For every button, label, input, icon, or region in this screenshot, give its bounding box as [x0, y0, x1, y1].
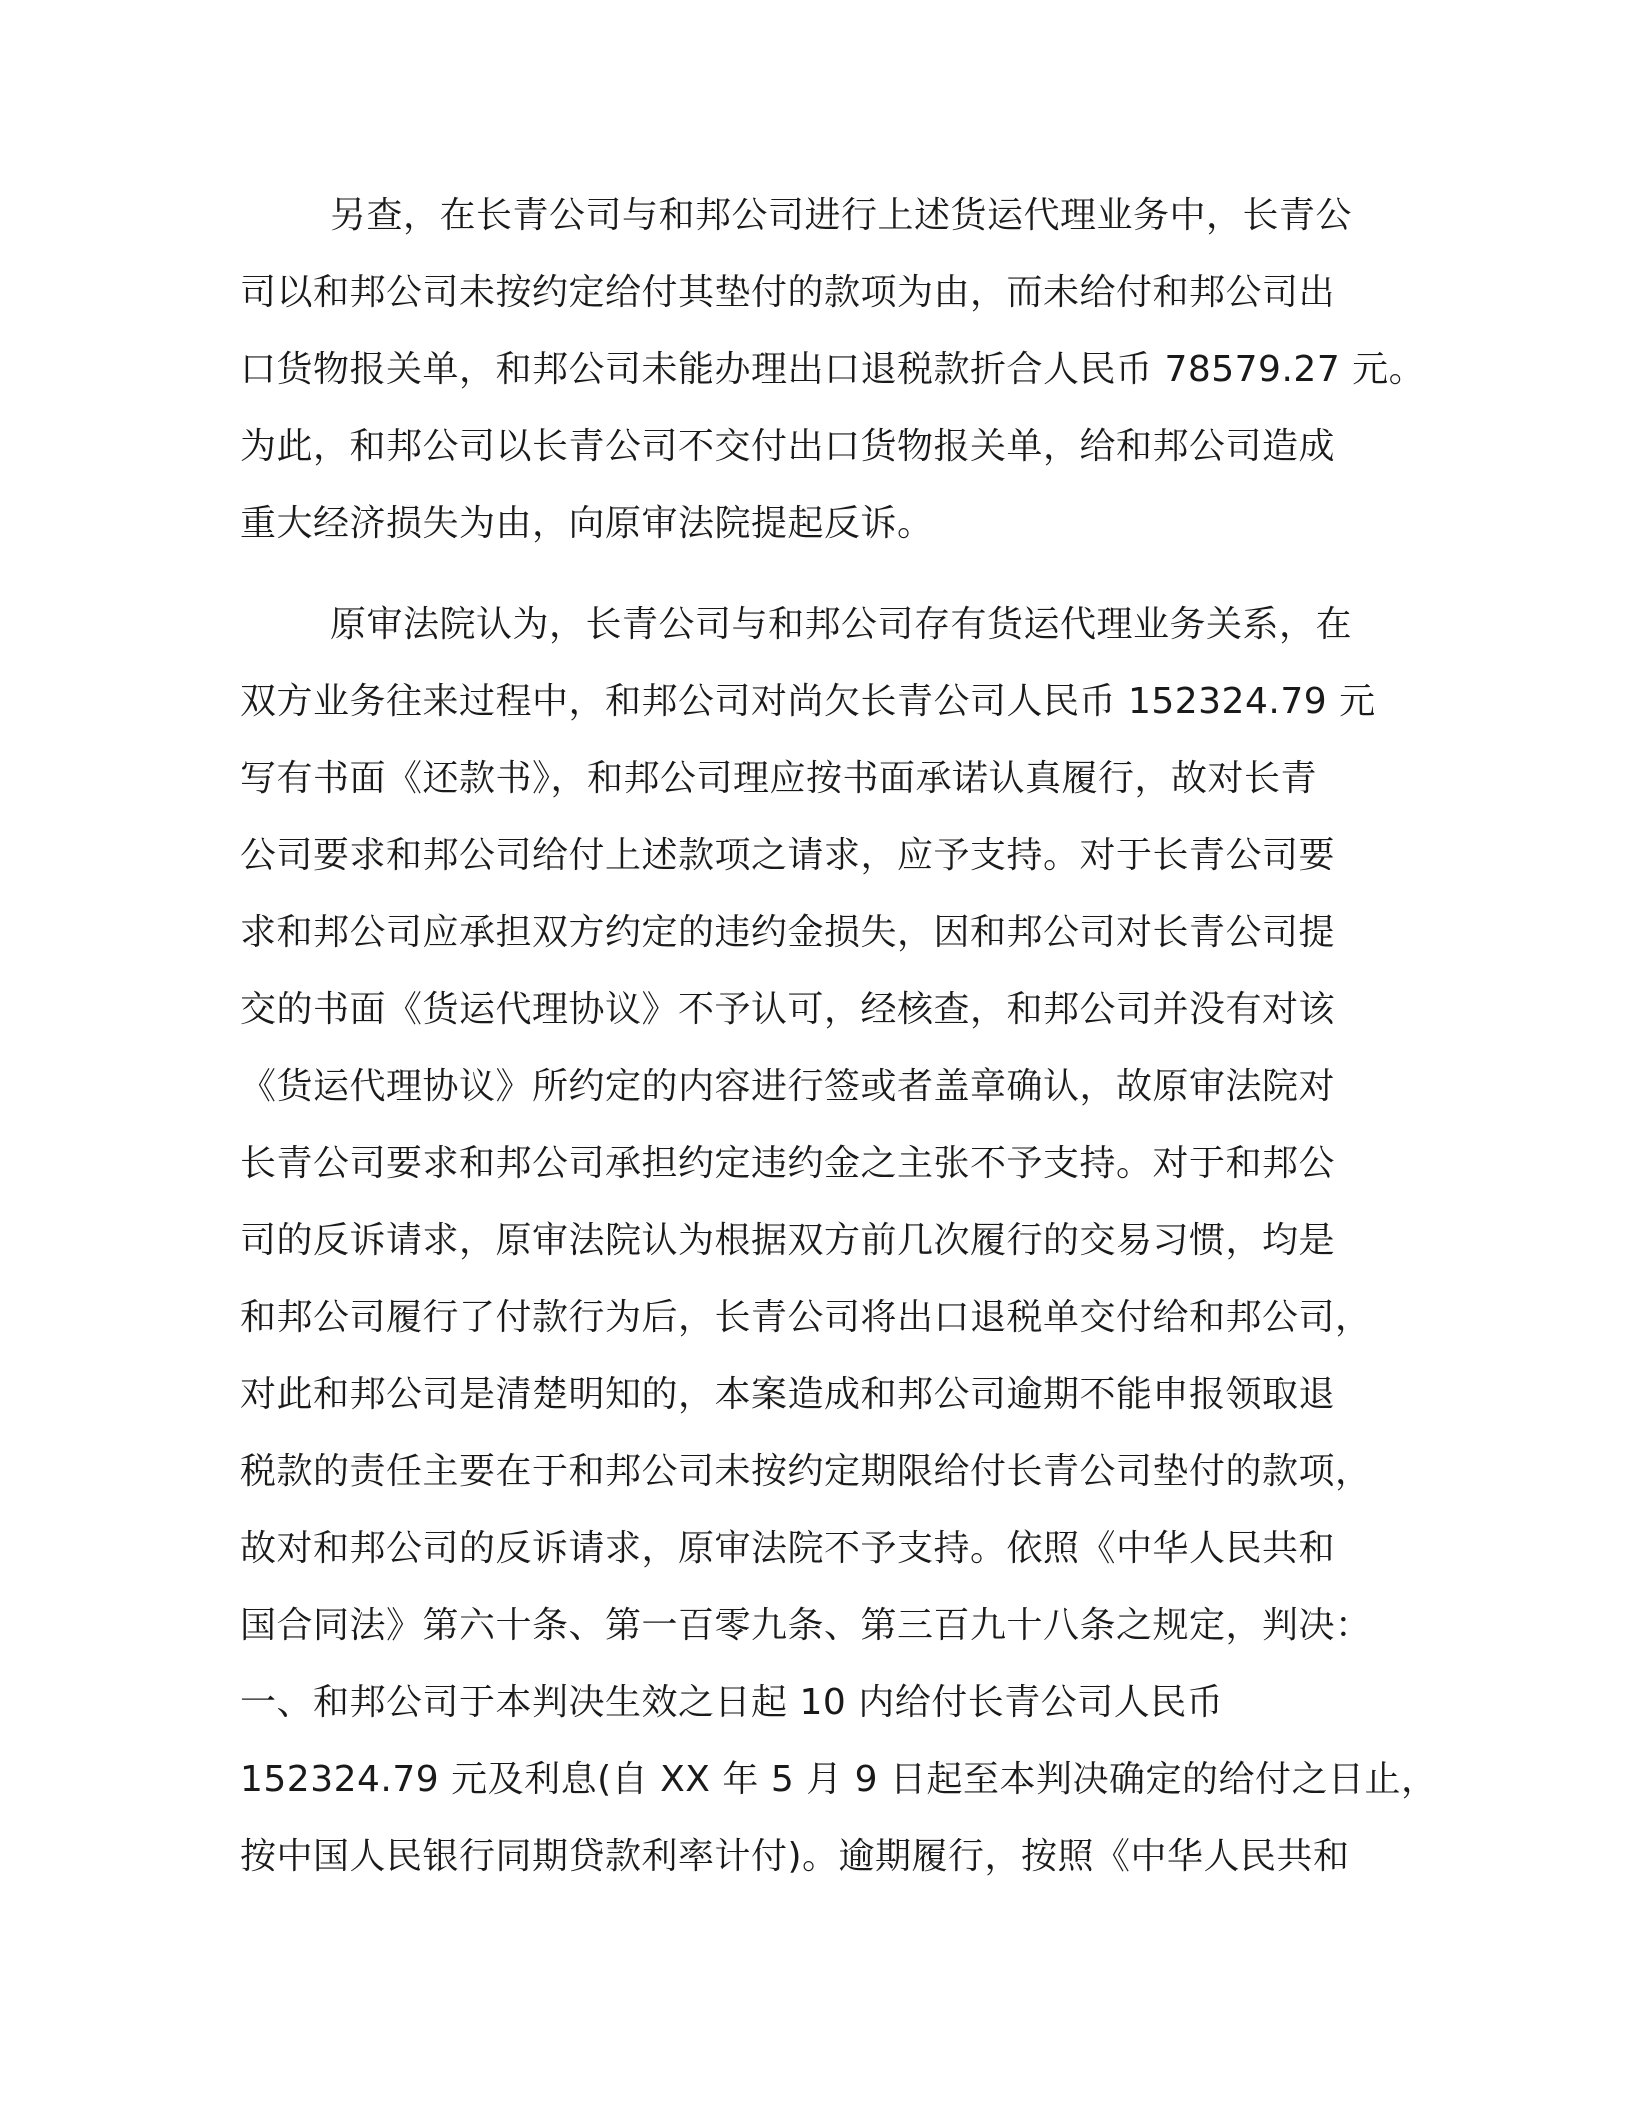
- paragraph-1-line-2: 司以和邦公司未按约定给付其垫付的款项为由，而未给付和邦公司出: [240, 272, 1336, 313]
- paragraph-2-line-17: 按中国人民银行同期贷款利率计付)。逾期履行，按照《中华人民共和: [240, 1836, 1350, 1877]
- paragraph-2-line-14: 国合同法》第六十条、第一百零九条、第三百九十八条之规定，判决：: [240, 1605, 1372, 1646]
- paragraph-2-line-2: 双方业务往来过程中，和邦公司对尚欠长青公司人民币 152324.79 元: [240, 681, 1376, 722]
- paragraph-2-line-6: 交的书面《货运代理协议》不予认可，经核查，和邦公司并没有对该: [240, 989, 1336, 1030]
- paragraph-2-line-5: 求和邦公司应承担双方约定的违约金损失，因和邦公司对长青公司提: [240, 912, 1336, 953]
- paragraph-2-line-16: 152324.79 元及利息(自 XX 年 5 月 9 日起至本判决确定的给付之日止，: [240, 1759, 1438, 1800]
- paragraph-1-line-5: 重大经济损失为由，向原审法院提起反诉。: [240, 503, 934, 544]
- paragraph-2-line-15: 一、和邦公司于本判决生效之日起 10 内给付长青公司人民币: [240, 1682, 1224, 1723]
- paragraph-2-line-11: 对此和邦公司是清楚明知的，本案造成和邦公司逾期不能申报领取退: [240, 1374, 1336, 1415]
- paragraph-1-line-3: 口货物报关单，和邦公司未能办理出口退税款折合人民币 78579.27 元。: [240, 349, 1426, 390]
- paragraph-2-line-9: 司的反诉请求，原审法院认为根据双方前几次履行的交易习惯，均是: [240, 1220, 1336, 1261]
- paragraph-1-line-1: 另查，在长青公司与和邦公司进行上述货运代理业务中，长青公: [330, 195, 1353, 236]
- paragraph-1-line-4: 为此，和邦公司以长青公司不交付出口货物报关单，给和邦公司造成: [240, 426, 1336, 467]
- paragraph-2-line-10: 和邦公司履行了付款行为后，长青公司将出口退税单交付给和邦公司，: [240, 1297, 1372, 1338]
- paragraph-2-line-1: 原审法院认为，长青公司与和邦公司存有货运代理业务关系，在: [330, 604, 1353, 645]
- paragraph-2-line-7: 《货运代理协议》所约定的内容进行签或者盖章确认，故原审法院对: [240, 1066, 1336, 1107]
- paragraph-2-line-4: 公司要求和邦公司给付上述款项之请求，应予支持。对于长青公司要: [240, 835, 1336, 876]
- paragraph-2-line-12: 税款的责任主要在于和邦公司未按约定期限给付长青公司垫付的款项，: [240, 1451, 1372, 1492]
- paragraph-2-line-3: 写有书面《还款书》，和邦公司理应按书面承诺认真履行，故对长青: [240, 758, 1318, 799]
- paragraph-2-line-8: 长青公司要求和邦公司承担约定违约金之主张不予支持。对于和邦公: [240, 1143, 1336, 1184]
- paragraph-2-line-13: 故对和邦公司的反诉请求，原审法院不予支持。依照《中华人民共和: [240, 1528, 1336, 1569]
